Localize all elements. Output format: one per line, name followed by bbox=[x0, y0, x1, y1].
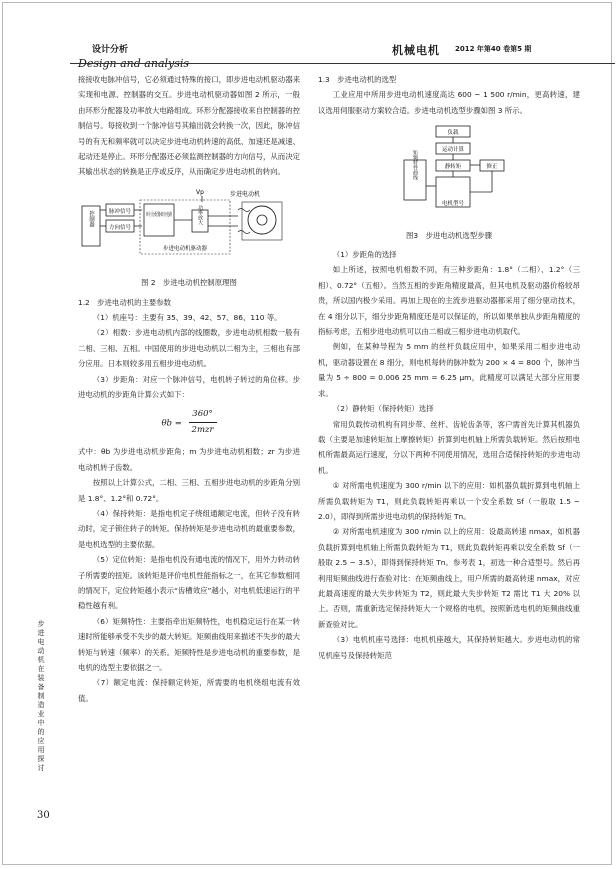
paragraph: 式中：θb 为步进电动机步距角；m 为步进电动机相数；zr 为步进电动机转子齿数。 bbox=[78, 447, 300, 472]
flow-label-static: 静转矩 bbox=[444, 164, 462, 171]
figure-2 bbox=[78, 186, 300, 291]
subsection-heading: （1）步距角的选择 bbox=[332, 250, 397, 260]
right-column bbox=[318, 72, 580, 663]
paragraph: （5）定位转矩：是指电机没有通电流的情况下，用外力转动转子所需要的扭矩。该转矩是评价电机性能指标之一，在其它参数相同的情况下，定位转矩越小表示“齿槽效应”越小，对电机低速运行的平稳性越有利。 bbox=[78, 555, 300, 611]
paragraph: 接接收电脉冲信号，它必须通过特殊的接口，即步进电动机驱动器来实现和电源、控制器的交互。步进电动机驱动器如图 2 所示，一般由环形分配器及功率放大电路组成。环形分配器接收来自控制器的控制信号。每接收到一个脉冲信号其输出就会转换一次，因此，脉冲信号的有无和频率就可以决定步进电动机转速的高低、加速还是减速、起动还是停止。环形分配器还必须监测控制器的方向信号，从而决定其输出状态的转换是正序或反序，从而确定步进电动机的转向。 bbox=[78, 75, 300, 177]
paragraph: 例如，在某种导程为 5 mm 的丝杆负载应用中，如果采用二相步进电动机，驱动器设置在 8 细分，则电机每转的脉冲数为 200 × 4 = 800 个，脉冲当量为 5 ÷ 800 = 0.006 25 mm = 6.25 μm，此精度可以满足大部分应用要求。 bbox=[318, 342, 580, 398]
paragraph: 按照以上计算公式，二相、三相、五相步进电动机的步距角分别是 1.8°、1.2°和 0.72°。 bbox=[78, 478, 300, 503]
direction-signal-label: 方向信号 bbox=[108, 224, 132, 231]
figure-3 bbox=[318, 124, 580, 243]
formula-lhs: θb = bbox=[161, 417, 182, 428]
driver-label: 步进电动机驱动器 bbox=[162, 245, 208, 252]
paragraph: 工业应用中所用步进电动机速度高达 600 ~ 1 500 r/min，更高转速，建议选用伺服驱动方案较合适。步进电动机选型步骤如图 3 所示。 bbox=[318, 90, 580, 115]
section-title-cn: 设计分析 bbox=[92, 45, 129, 55]
pulse-signal-label: 脉冲信号 bbox=[108, 208, 132, 215]
coil-icon bbox=[238, 208, 250, 211]
paragraph: 如上所述，按照电机相数不同，有三种步距角：1.8°（二相）、1.2°（三相）、0.72°（五相）。当然五相的步距角精度最高，但其电机及驱动器价格较昂贵，所以国内极少采用。再加上现在的主流步进驱动器都采用了细分驱动技术，在 4 细分以下，细分步距角精度还是可以保证的，所以如果单独从步距角精度的指标考虑，五相步进电动机可以由二相或三相步进电动机取代。 bbox=[318, 265, 580, 337]
left-column bbox=[78, 72, 300, 706]
issue-info: 2012 年第40 卷第5 期 bbox=[455, 45, 532, 53]
controller-label: 控制器 bbox=[88, 210, 94, 228]
side-running-title: 步进电动机在装备制造业中的应用探讨 bbox=[37, 620, 45, 772]
journal-name: 机械电机 bbox=[392, 44, 440, 57]
paragraph: （6）矩频特性：主要指牵出矩频特性，电机稳定运行在某一转速时所能够承受不失步的最大转矩。矩频曲线用来描述不失步的最大转矩与转速（频率）的关系。矩频特性是步进电动机的重要参数，是电机的选型主要依据之一。 bbox=[78, 616, 300, 672]
motor-icon bbox=[248, 206, 276, 234]
ring-distributor-label: 环行分配器细分电路 bbox=[146, 211, 192, 218]
paragraph: （1）机座号：主要有 35、39、42、57、86、110 等。 bbox=[92, 313, 282, 323]
formula-numerator: 360° bbox=[189, 407, 217, 423]
flow-label-load: 负载 bbox=[447, 130, 459, 137]
figure-caption: 图3 步进电动机选型步骤 bbox=[405, 230, 492, 240]
subsection-heading: （2）静转矩（保持转矩）选择 bbox=[332, 404, 434, 414]
ring-distributor-box bbox=[144, 204, 192, 236]
flow-label-modify: 修正 bbox=[486, 164, 498, 171]
coil-icon bbox=[238, 230, 250, 233]
step-angle-formula bbox=[78, 407, 300, 439]
paragraph: ② 对所需电机速度为 300 r/min 以上的应用：设最高转速 nmax，如机器负载折算到电机轴上所需负载转矩为 T1，则此负载转矩再乘以安全系数 Sf（一般取 2.5 ~ 3.5），即得到保持转矩 Tn。参考表 1，初选一种合适型号。然后再利用矩频曲线进行查验对比：在矩频曲线上，用户所需的最高转速 nmax，对应此最高速度的最大失步转矩为 T2，则此最大失步转矩 T2 需比 T1 大 20% 以上。否则，需重新选定保持转矩大一个规格的电机，按照新选电机的矩频曲线重新查验对比。 bbox=[318, 527, 580, 629]
paragraph: （2）相数：步进电动机内部的线圈数，步进电动机相数一般有二相、三相、五相。中国使用的步进电动机以二相为主，三相也有部分应用。日本则较多用五相步进电动机。 bbox=[78, 328, 300, 369]
section-title-en: Design and analysis bbox=[78, 57, 190, 70]
formula-fraction bbox=[189, 407, 217, 439]
paragraph: ① 对所需电机速度为 300 r/min 以下的应用：如机器负载折算到电机轴上所需负载转矩为 T1，则此负载转矩再乘以一个安全系数 Sf（一般取 1.5 ~ 2.0），即得到所需步进电动机的保持转矩 Tn。 bbox=[318, 481, 580, 521]
section-heading: 1.3 步进电动机的选型 bbox=[318, 75, 397, 84]
vp-label: Vp bbox=[196, 188, 204, 196]
rotor-icon bbox=[257, 215, 267, 225]
flow-label-curve: 矩频特性曲线 bbox=[412, 150, 418, 181]
amplifier-label: 功率放大 bbox=[197, 204, 203, 225]
figure-caption: 图 2 步进电动机控制原理图 bbox=[141, 278, 237, 288]
control-diagram bbox=[78, 186, 300, 268]
motor-caption: 步进电动机 bbox=[230, 190, 261, 198]
paragraph: （7）额定电流：保持额定转矩，所需要的电机绕组电流有效值。 bbox=[78, 678, 300, 703]
page-number: 30 bbox=[37, 810, 50, 821]
flow-label-select: 电机型号 bbox=[441, 201, 465, 208]
paragraph: 常用负载传动机构有同步带、丝杆、齿轮齿条等，客户需首先计算其机器负载（主要是加速转矩加上摩擦转矩）折算到电机轴上所需负载转矩。然后按照电机所需最高运行速度，分以下两种不同使用情况，选用合适保持转矩的步进电动机。 bbox=[318, 419, 580, 475]
paragraph: （3）电机机座号选择：电机机座越大，其保持转矩越大。步进电动机的常见机座号及保持转矩范 bbox=[318, 635, 580, 660]
paragraph: （3）步距角：对应一个脉冲信号，电机转子转过的角位移。步进电动机的步距角计算公式如下： bbox=[78, 374, 300, 400]
formula-denominator: 2mzr bbox=[191, 424, 214, 435]
section-heading: 1.2 步进电动机的主要参数 bbox=[78, 297, 172, 307]
header-rule bbox=[70, 63, 615, 64]
flow-label-calc: 运动计算 bbox=[441, 147, 465, 154]
paragraph: （4）保持转矩：是指电机定子绕组通额定电流，但转子没有转动时，定子锁住转子的转矩。保持转矩是步进电动机的最重要参数，是电机选型的主要依据。 bbox=[78, 508, 300, 549]
selection-flowchart bbox=[318, 124, 580, 220]
